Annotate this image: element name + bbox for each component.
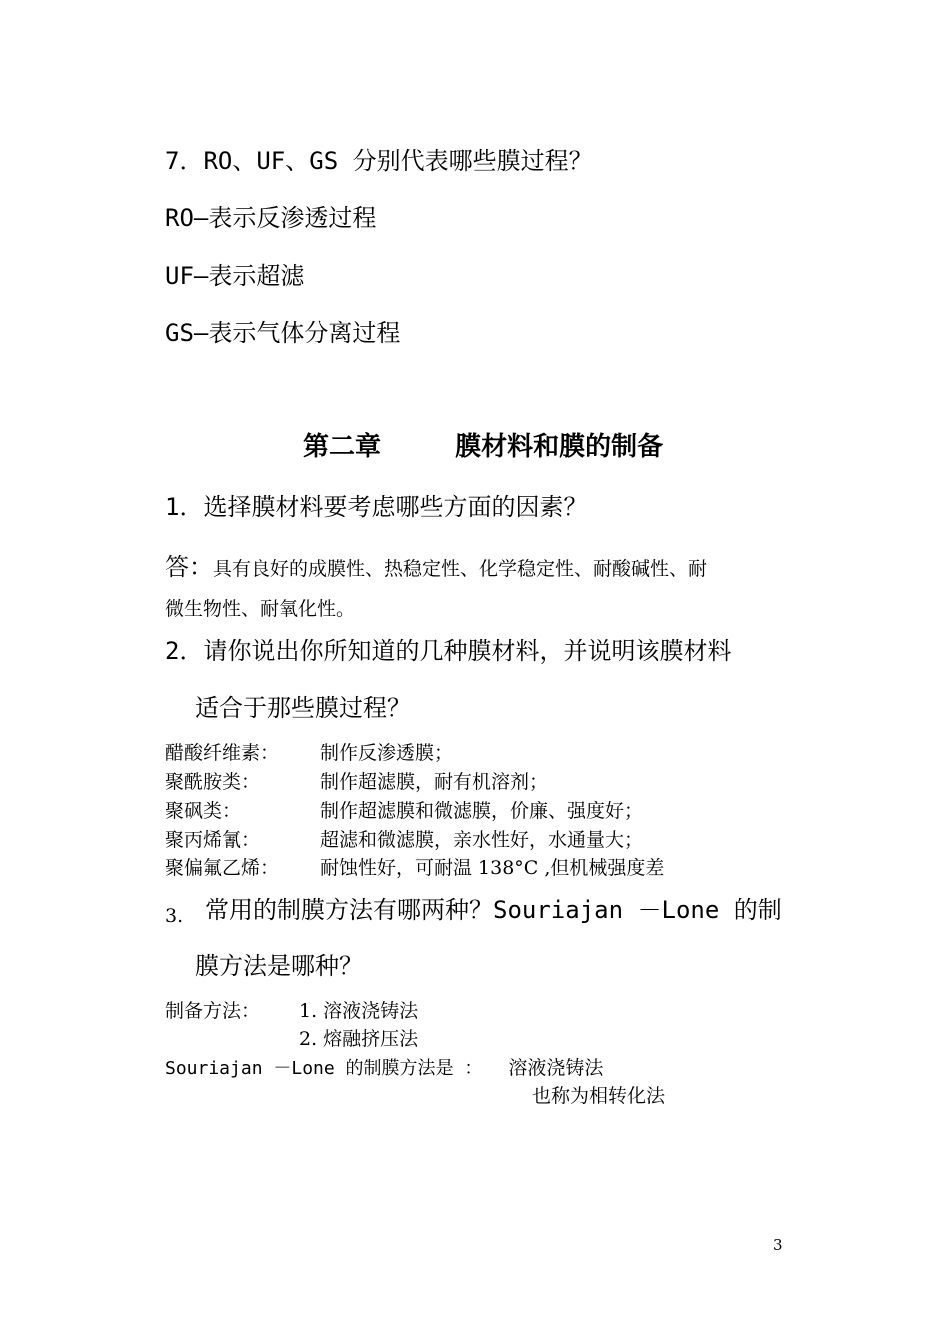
q2-question-line2: 适合于那些膜过程？ <box>195 694 411 722</box>
sl-alias: 也称为相转化法 <box>532 1085 666 1107</box>
material-row <box>165 825 643 852</box>
sl-answer: 溶液浇铸法 <box>508 1057 604 1079</box>
q7-answer-gs: GS—表示气体分离过程 <box>165 319 401 347</box>
method-2: 2. 熔融挤压法 <box>299 1028 419 1050</box>
methods-label: 制备方法： <box>165 1000 261 1022</box>
material-use: 超滤和微滤膜，亲水性好，水通量大； <box>320 829 644 851</box>
answer-prefix: 答： <box>165 553 213 581</box>
sl-label: Souriajan －Lone 的制膜方法是 ： <box>165 1058 483 1079</box>
material-name: 聚偏氟乙烯： <box>165 857 280 879</box>
method-1: 1. 溶液浇铸法 <box>299 1000 419 1022</box>
q2-question-line1: 2．请你说出你所知道的几种膜材料，并说明该膜材料 <box>165 637 732 665</box>
material-use: 耐蚀性好，可耐温 138°C ,但机械强度差 <box>320 857 665 879</box>
material-use: 制作反渗透膜； <box>320 742 454 764</box>
material-name: 聚酰胺类： <box>165 771 261 793</box>
q7-answer-uf: UF—表示超滤 <box>165 262 305 290</box>
material-row <box>165 767 548 794</box>
material-use: 制作超滤膜，耐有机溶剂； <box>320 771 549 793</box>
sl-row <box>165 1053 603 1080</box>
material-row <box>165 738 453 765</box>
material-use: 制作超滤膜和微滤膜，价廉、强度好； <box>320 800 644 822</box>
q1-answer-text: 具有良好的成膜性、热稳定性、化学稳定性、耐酸碱性、耐 <box>213 558 708 580</box>
chapter-heading <box>303 426 663 463</box>
q1-answer-line2: 微生物性、耐氧化性。 <box>165 598 356 620</box>
q7-answer-ro: RO—表示反渗透过程 <box>165 204 377 232</box>
q3-question-line2: 膜方法是哪种？ <box>195 952 363 980</box>
q1-question: 1．选择膜材料要考虑哪些方面的因素？ <box>165 493 588 521</box>
methods-row-1 <box>165 996 418 1023</box>
q3-question-line1 <box>165 890 782 925</box>
q7-question: 7．RO、UF、GS 分别代表哪些膜过程？ <box>165 147 593 175</box>
q3-question-text: 常用的制膜方法有哪两种？Souriajan －Lone 的制 <box>205 896 782 924</box>
chapter-title: 膜材料和膜的制备 <box>455 432 664 462</box>
material-row <box>165 796 643 823</box>
q1-answer-line1 <box>165 547 707 582</box>
page-number: 3 <box>773 1236 783 1254</box>
chapter-number: 第二章 <box>303 432 382 462</box>
material-name: 醋酸纤维素： <box>165 742 280 764</box>
material-row <box>165 853 664 880</box>
material-name: 聚丙烯氰： <box>165 829 261 851</box>
q3-number: 3. <box>165 905 184 927</box>
material-name: 聚砜类： <box>165 800 242 822</box>
